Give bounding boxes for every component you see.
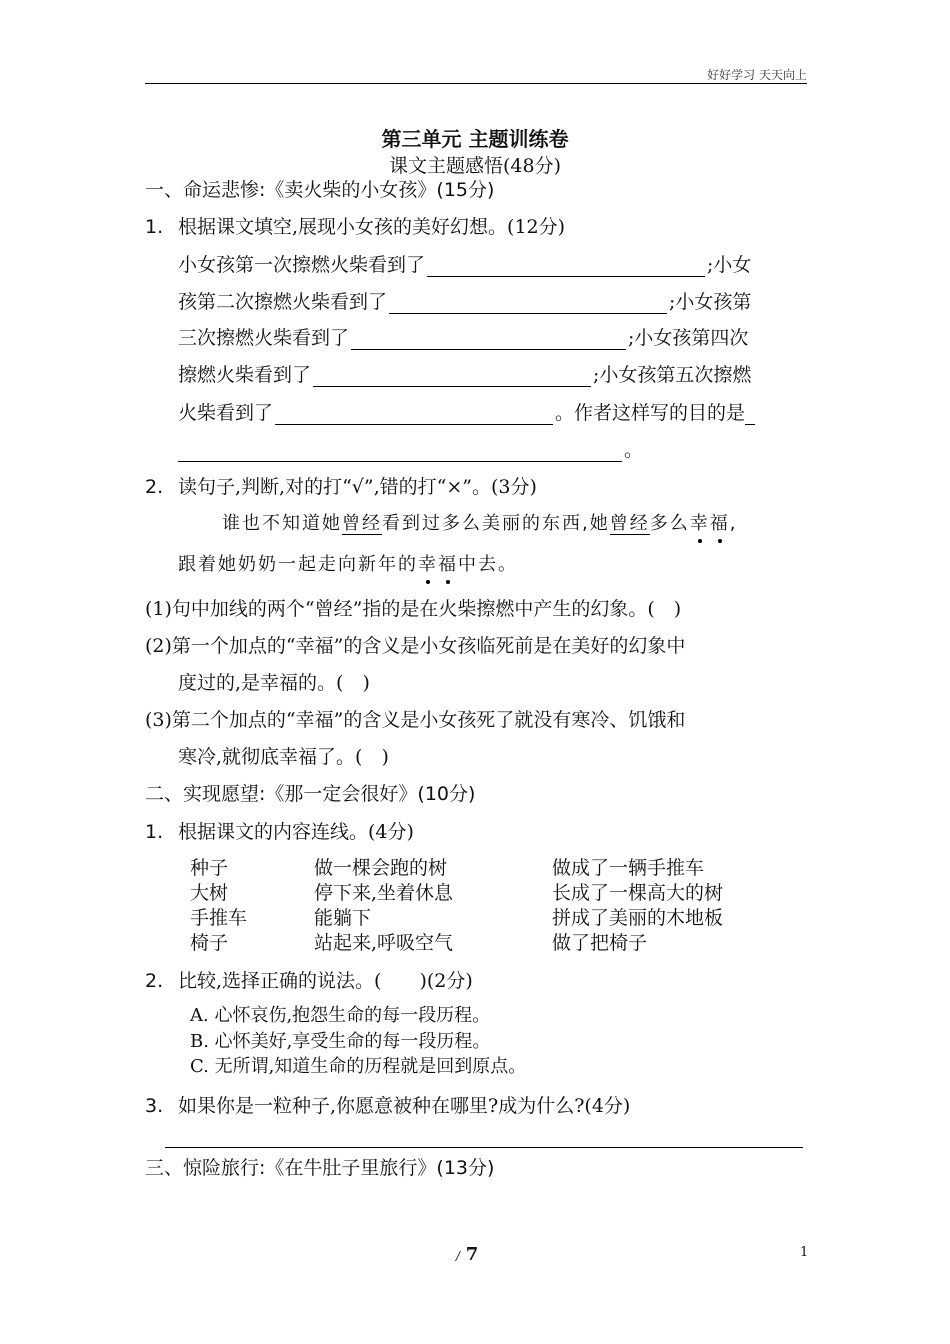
s1-q1-line2 — [178, 287, 751, 314]
s1-q1-line3 — [178, 323, 748, 350]
page-number: 1 — [800, 1245, 809, 1260]
judge-statement-3a: (3)第二个加点的“幸福”的含义是小女孩死了就没有寒冷、饥饿和 — [145, 709, 686, 731]
quote-text: 跟着她奶奶一起走向新年的 — [178, 554, 418, 575]
page-total — [456, 1244, 478, 1265]
s2-q3-prompt — [145, 1091, 630, 1118]
s1-q1-line4 — [178, 360, 751, 387]
dotted-char: 幸 — [689, 513, 710, 534]
line-text: 火柴看到了 — [178, 402, 274, 424]
quote-text: 谁也不知道她 — [222, 513, 342, 534]
line-text: ;小女孩第 — [669, 291, 752, 313]
match-col1-item[interactable]: 大树 — [190, 882, 229, 904]
match-col2-item[interactable]: 站起来,呼吸空气 — [314, 932, 454, 954]
line-text: 擦燃火柴看到了 — [178, 364, 312, 386]
answer-blank[interactable] — [745, 404, 755, 425]
quote-text: 看到过多么美丽的东西,她 — [382, 513, 610, 534]
underlined-word: 曾经 — [609, 513, 650, 534]
section3-heading: 三、惊险旅行:《在牛肚子里旅行》(13分) — [145, 1157, 495, 1179]
question-number: 2. — [145, 970, 164, 992]
line-text: ;小女孩第四次 — [628, 327, 749, 349]
quote-line2 — [178, 550, 518, 576]
s1-q2-prompt — [145, 472, 537, 499]
judge-statement-3b: 寒冷,就彻底幸福了。( ) — [178, 746, 389, 768]
judge-statement-2b: 度过的,是幸福的。( ) — [178, 672, 370, 694]
quote-text: 中去。 — [458, 554, 518, 575]
match-col3-item[interactable]: 做了把椅子 — [552, 932, 648, 954]
answer-blank[interactable] — [313, 366, 591, 387]
page-title: 第三单元 主题训练卷 — [381, 127, 569, 151]
s1-q1-prompt — [145, 212, 565, 239]
dotted-char: 福 — [438, 554, 458, 575]
question-number: 3. — [145, 1095, 164, 1117]
match-col1-item[interactable]: 椅子 — [190, 932, 229, 954]
question-number: 2. — [145, 476, 164, 498]
judge-statement-2a: (2)第一个加点的“幸福”的含义是小女孩临死前是在美好的幻象中 — [145, 635, 686, 657]
match-col3-item[interactable]: 拼成了美丽的木地板 — [552, 907, 724, 929]
answer-line[interactable] — [165, 1147, 803, 1148]
footer-total: 7 — [465, 1244, 479, 1265]
match-col2-item[interactable]: 做一棵会跑的树 — [314, 857, 448, 879]
option-a[interactable]: A. 心怀哀伤,抱怨生命的每一段历程。 — [190, 1005, 491, 1026]
header-rule — [145, 83, 807, 84]
answer-blank[interactable] — [178, 441, 622, 462]
underlined-word: 曾经 — [342, 513, 382, 534]
line-text: 三次擦燃火柴看到了 — [178, 327, 350, 349]
dotted-char: 福 — [709, 513, 730, 534]
match-col2-item[interactable]: 能躺下 — [314, 907, 372, 929]
question-text: 如果你是一粒种子,你愿意被种在哪里?成为什么?(4分) — [178, 1095, 631, 1117]
line-text: 孩第二次擦燃火柴看到了 — [178, 291, 388, 313]
s1-q1-line1 — [178, 250, 751, 277]
s2-q2-prompt — [145, 966, 473, 993]
s1-q1-line6 — [178, 435, 643, 462]
answer-blank[interactable] — [427, 256, 705, 277]
match-col3-item[interactable]: 长成了一棵高大的树 — [552, 882, 724, 904]
question-number: 1. — [145, 821, 164, 843]
answer-blank[interactable] — [275, 404, 553, 425]
line-text: ;小女 — [707, 254, 752, 276]
section2-heading: 二、实现愿望:《那一定会很好》(10分) — [145, 783, 476, 805]
footer-slash: / — [456, 1249, 461, 1263]
match-col1-item[interactable]: 种子 — [190, 857, 229, 879]
match-col3-item[interactable]: 做成了一辆手推车 — [552, 857, 705, 879]
dotted-char: 幸 — [418, 554, 438, 575]
quote-text: 多么 — [649, 513, 690, 534]
option-b[interactable]: B. 心怀美好,享受生命的每一段历程。 — [190, 1031, 491, 1052]
section1-heading: 一、命运悲惨:《卖火柴的小女孩》(15分) — [145, 179, 495, 201]
line-text: 小女孩第一次擦燃火柴看到了 — [178, 254, 426, 276]
answer-blank[interactable] — [351, 329, 626, 350]
question-text: 根据课文的内容连线。(4分) — [178, 821, 414, 843]
match-col1-item[interactable]: 手推车 — [190, 907, 248, 929]
option-c[interactable]: C. 无所谓,知道生命的历程就是回到原点。 — [190, 1056, 527, 1077]
header-tagline: 好好学习 天天向上 — [707, 68, 807, 82]
answer-blank[interactable] — [389, 293, 667, 314]
judge-statement-1: (1)句中加线的两个“曾经”指的是在火柴擦燃中产生的幻象。( ) — [145, 598, 682, 620]
question-text: 根据课文填空,展现小女孩的美好幻想。(12分) — [178, 216, 566, 238]
question-text: 比较,选择正确的说法。( )(2分) — [178, 970, 473, 992]
match-col2-item[interactable]: 停下来,坐着休息 — [314, 882, 454, 904]
line-text: 。 — [624, 439, 644, 461]
page-subtitle: 课文主题感悟(48分) — [388, 155, 561, 177]
s1-q1-line5 — [178, 398, 755, 425]
quote-line1 — [222, 509, 737, 535]
question-text: 读句子,判断,对的打“√”,错的打“×”。(3分) — [178, 476, 537, 498]
line-text: ;小女孩第五次擦燃 — [593, 364, 752, 386]
question-number: 1. — [145, 216, 164, 238]
s2-q1-prompt — [145, 817, 414, 844]
line-text: 。作者这样写的目的是 — [555, 402, 746, 424]
quote-text: , — [729, 513, 738, 534]
